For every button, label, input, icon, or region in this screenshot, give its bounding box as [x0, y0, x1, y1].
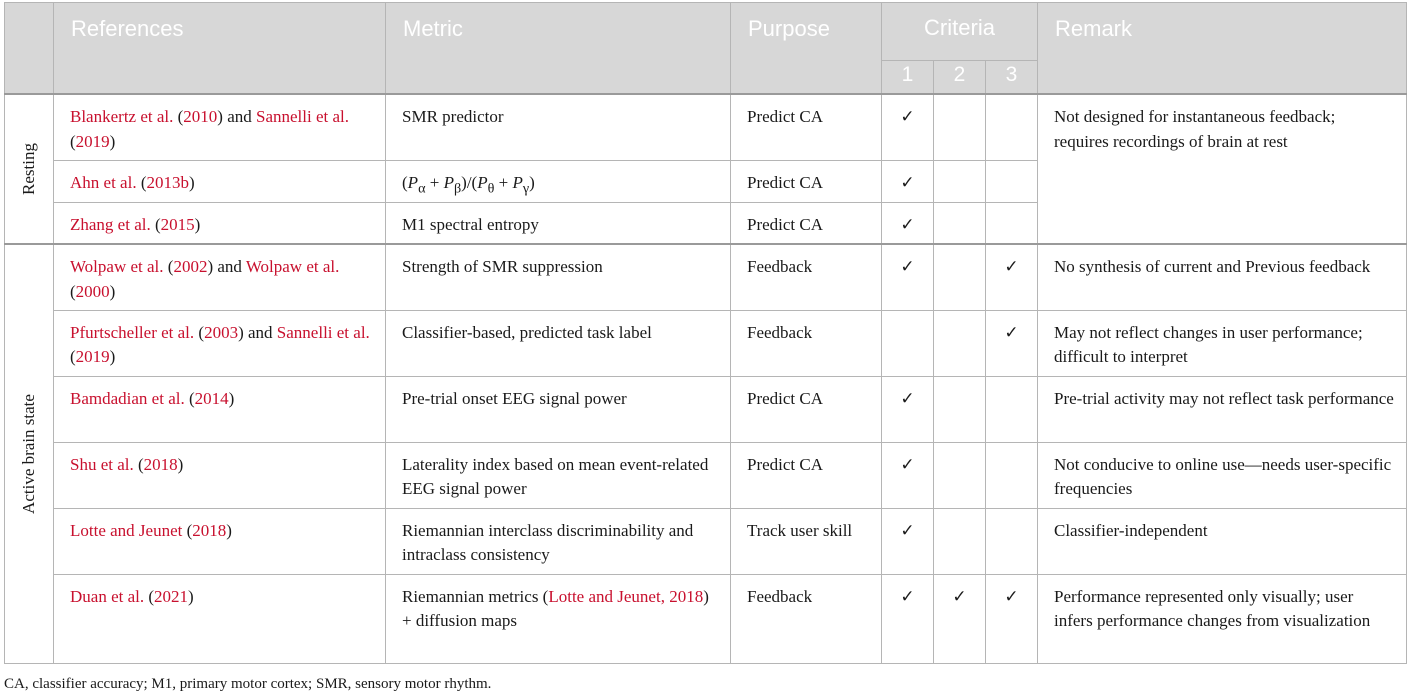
citation-link[interactable]: Duan et al. [70, 586, 145, 606]
citation-text: Riemannian metrics ( [402, 586, 549, 606]
citation-text: ) [177, 454, 184, 474]
citation-text: ( [184, 388, 195, 408]
check-mark-icon: ✓ [900, 520, 915, 541]
ref-cell [54, 442, 386, 508]
header-metric: Metric [386, 3, 731, 95]
citation-text: ( [182, 520, 193, 540]
ref-cell [54, 244, 386, 310]
citation-text: ) [189, 172, 195, 192]
citation-text: ) and [217, 107, 257, 126]
purpose-cell: Feedback [731, 310, 882, 376]
citation-text: ( [144, 586, 155, 606]
metric-cell: Classifier-based, predicted task label [386, 310, 731, 376]
header-blank [5, 3, 54, 95]
check-mark-icon: ✓ [952, 586, 967, 607]
ref-cell [54, 160, 386, 202]
header-references: References [54, 3, 386, 95]
ref-cell [54, 94, 386, 160]
check-mark-icon: ✓ [900, 454, 915, 475]
citation-text: ) [109, 347, 116, 366]
purpose-cell: Track user skill [731, 508, 882, 574]
citation-link[interactable]: 2010 [183, 107, 218, 126]
ref-cell [54, 310, 386, 376]
ref-cell [54, 574, 386, 663]
citation-link[interactable]: Zhang et al. [70, 214, 151, 234]
criteria-1-cell [882, 160, 934, 202]
criteria-2-cell [934, 160, 986, 202]
citation-link[interactable]: 2019 [75, 347, 110, 366]
header-criteria-1: 1 [882, 61, 934, 95]
check-mark-icon: ✓ [900, 214, 915, 235]
citation-link[interactable]: Shu et al. [70, 454, 134, 474]
citation-link[interactable]: 2013b [146, 172, 189, 192]
citation-link[interactable]: 2000 [75, 281, 110, 301]
table-footnote: CA, classifier accuracy; M1, primary motor cortex; SMR, sensory motor rhythm. [4, 676, 492, 692]
citation-link[interactable]: Lotte and Jeunet [70, 520, 183, 540]
citation-text: ( [133, 454, 144, 474]
citation-text: ) [194, 214, 201, 234]
criteria-2-cell [934, 310, 986, 376]
check-mark-icon: ✓ [900, 586, 915, 607]
group-label-active [5, 244, 54, 663]
criteria-1-cell [882, 508, 934, 574]
criteria-2-cell [934, 442, 986, 508]
criteria-1-cell [882, 202, 934, 244]
metric-cell-formula: $(P_\alpha + P_\beta)/(P_\theta + P_\gamma)$ [386, 160, 731, 202]
citation-text: ( [70, 281, 76, 301]
criteria-1-cell [882, 574, 934, 663]
header-criteria-3: 3 [986, 61, 1038, 95]
citation-text: ) [188, 586, 194, 606]
criteria-2-cell [934, 574, 986, 663]
ref-cell [54, 202, 386, 244]
group-label-resting [5, 94, 54, 244]
purpose-cell: Predict CA [731, 202, 882, 244]
citation-text: ) [226, 520, 232, 540]
remark-cell: Not designed for instantaneous feedback; requires recordings of brain at rest [1038, 94, 1407, 244]
criteria-3-cell [986, 94, 1038, 160]
citation-link[interactable]: Ahn et al. [70, 172, 137, 192]
group-resting-text: Resting [18, 143, 38, 195]
ref-cell [54, 376, 386, 442]
metric-cell: Laterality index based on mean event-related EEG signal power [386, 442, 731, 508]
citation-text: ( [173, 107, 184, 126]
citation-text: ) and [207, 257, 246, 276]
purpose-cell: Feedback [731, 244, 882, 310]
metric-cell: Pre-trial onset EEG signal power [386, 376, 731, 442]
citation-text: ) [228, 388, 235, 408]
criteria-2-cell [934, 508, 986, 574]
purpose-cell: Feedback [731, 574, 882, 663]
check-mark-icon: ✓ [900, 172, 915, 193]
purpose-cell: Predict CA [731, 160, 882, 202]
criteria-2-cell [934, 376, 986, 442]
metric-cell: Strength of SMR suppression [386, 244, 731, 310]
criteria-2-cell [934, 202, 986, 244]
citation-link[interactable]: 2015 [160, 214, 195, 234]
header-remark: Remark [1038, 3, 1407, 95]
citation-link[interactable]: Pfurtscheller et al. [70, 322, 195, 342]
citation-link[interactable]: Blankertz et al. [70, 107, 174, 126]
criteria-1-cell [882, 376, 934, 442]
citation-link[interactable]: 2018 [143, 454, 178, 474]
remark-cell: May not reflect changes in user performance; difficult to interpret [1038, 310, 1407, 376]
ref-cell [54, 508, 386, 574]
criteria-1-cell [882, 442, 934, 508]
check-mark-icon: ✓ [900, 257, 915, 277]
criteria-1-cell [882, 244, 934, 310]
citation-link[interactable]: 2003 [204, 322, 239, 342]
remark-cell: Performance represented only visually; user infers performance changes from visualization [1038, 574, 1407, 663]
criteria-2-cell [934, 94, 986, 160]
citation-link[interactable]: 2002 [173, 257, 208, 276]
citation-text: ( [150, 214, 161, 234]
remark-cell: Pre-trial activity may not reflect task performance [1038, 376, 1407, 442]
citation-text: ( [194, 322, 205, 342]
citation-link[interactable]: Bamdadian et al. [70, 388, 185, 408]
citation-text: ( [163, 257, 174, 276]
criteria-3-cell [986, 376, 1038, 442]
criteria-3-cell [986, 508, 1038, 574]
group-active-text: Active brain state [18, 393, 38, 514]
criteria-3-cell [986, 310, 1038, 376]
metric-cell: M1 spectral entropy [386, 202, 731, 244]
criteria-3-cell [986, 160, 1038, 202]
purpose-cell: Predict CA [731, 376, 882, 442]
check-mark-icon: ✓ [900, 107, 915, 127]
criteria-3-cell [986, 202, 1038, 244]
criteria-3-cell [986, 244, 1038, 310]
metric-cell [386, 574, 731, 663]
remark-cell: Classifier-independent [1038, 508, 1407, 574]
purpose-cell: Predict CA [731, 442, 882, 508]
citation-text: ) [109, 281, 116, 301]
purpose-cell: Predict CA [731, 94, 882, 160]
references-table [4, 2, 1407, 664]
check-mark-icon: ✓ [900, 388, 915, 409]
check-mark-icon: ✓ [1004, 257, 1019, 277]
criteria-2-cell [934, 244, 986, 310]
remark-cell: Not conducive to online use—needs user-specific frequencies [1038, 442, 1407, 508]
citation-text: ( [70, 347, 76, 366]
citation-link[interactable]: Sannelli et al. [276, 322, 370, 342]
remark-cell: No synthesis of current and Previous feedback [1038, 244, 1407, 310]
citation-text: ) and [238, 322, 277, 342]
check-mark-icon: ✓ [1004, 586, 1019, 607]
citation-link[interactable]: Wolpaw et al. [70, 257, 164, 276]
citation-text: ) [109, 131, 116, 151]
citation-link[interactable]: Wolpaw et al. [245, 257, 340, 276]
citation-text: ( [136, 172, 147, 192]
citation-link[interactable]: Sannelli et al. [256, 107, 350, 126]
criteria-3-cell [986, 442, 1038, 508]
citation-link[interactable]: Lotte and Jeunet, 2018 [548, 586, 704, 606]
check-mark-icon: ✓ [1004, 322, 1019, 343]
metric-cell: Riemannian interclass discriminability and intraclass consistency [386, 508, 731, 574]
citation-link[interactable]: 2019 [75, 131, 110, 151]
criteria-1-cell [882, 94, 934, 160]
criteria-3-cell [986, 574, 1038, 663]
citation-link[interactable]: 2021 [154, 586, 189, 606]
citation-link[interactable]: 2018 [192, 520, 227, 540]
citation-text: ) + diffusion maps [402, 586, 709, 630]
header-purpose: Purpose [731, 3, 882, 95]
citation-link[interactable]: 2014 [194, 388, 229, 408]
header-criteria-2: 2 [934, 61, 986, 95]
metric-cell: SMR predictor [386, 94, 731, 160]
citation-text: ( [70, 131, 76, 151]
criteria-1-cell [882, 310, 934, 376]
header-criteria: Criteria [882, 3, 1038, 61]
